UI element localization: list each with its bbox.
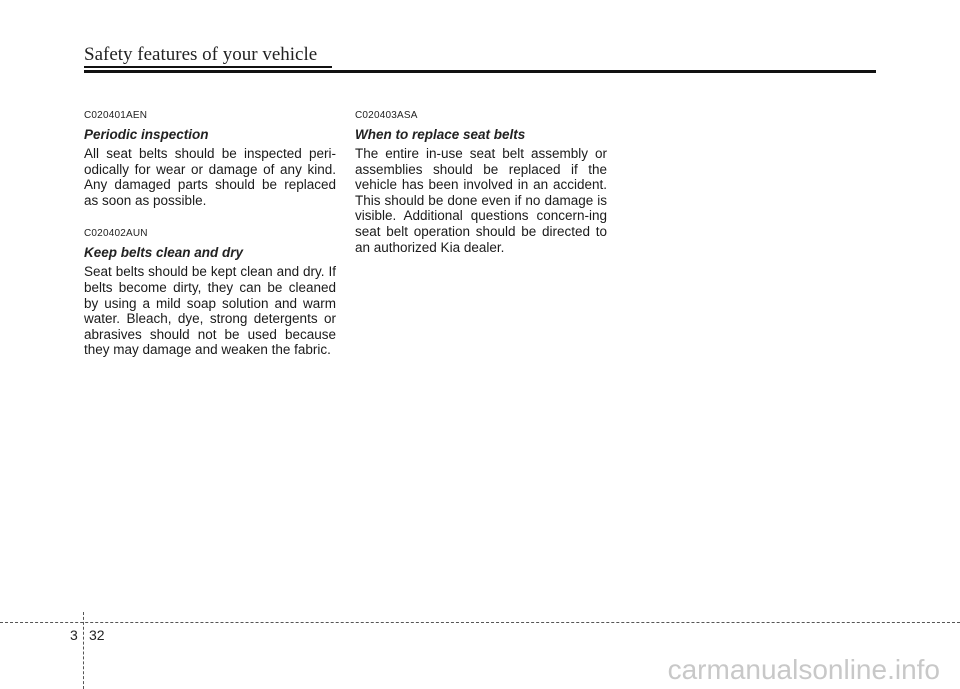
section-keep-belts-clean (84, 228, 336, 358)
page-header-title: Safety features of your vehicle (84, 44, 318, 65)
footer-rule (0, 622, 960, 623)
page-number: 32 (89, 627, 105, 643)
header-rule (84, 70, 876, 73)
section-code: C020401AEN (84, 110, 148, 121)
section-heading: Periodic inspection (84, 127, 209, 142)
section-heading: When to replace seat belts (355, 127, 526, 142)
section-body: Seat belts should be kept clean and dry. If belts become dirty, they can be cleaned by using a mild soap solution and warm water. Bleach, dye, strong detergents or abrasives should not be used because they may damage and weaken the fabric. (84, 264, 336, 358)
section-code: C020403ASA (355, 110, 418, 121)
right-column (355, 110, 607, 269)
section-body: The entire in-use seat belt assembly or assemblies should be replaced if the vehicle has been involved in an accident. This should be done even if no damage is visible. Additional questions concern-ing seat belt operation should be directed to an authorized Kia dealer. (355, 146, 607, 255)
section-body: All seat belts should be inspected peri-odically for wear or damage of any kind. Any damaged parts should be replaced as soon as possible. (84, 146, 336, 208)
section-heading: Keep belts clean and dry (84, 245, 244, 261)
section-code: C020402AUN (84, 228, 148, 240)
footer-divider (83, 612, 84, 689)
watermark: carmanualsonline.info (667, 654, 940, 685)
header-rule-thin (84, 66, 332, 68)
chapter-number: 3 (70, 627, 78, 643)
left-column (84, 110, 336, 372)
section-periodic-inspection (84, 110, 336, 208)
section-when-to-replace (355, 110, 607, 255)
